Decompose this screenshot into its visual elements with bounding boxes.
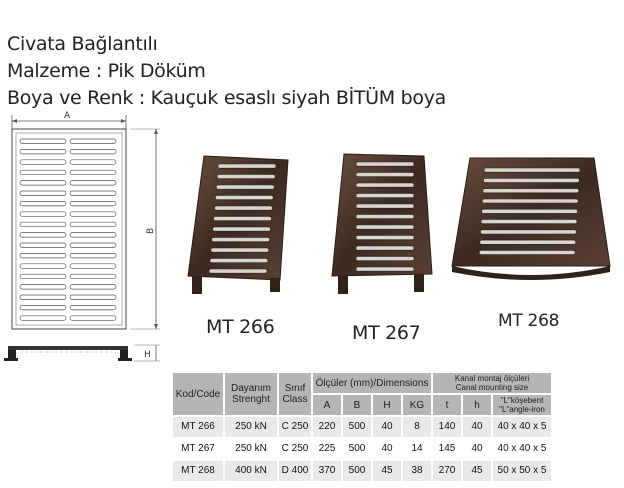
grate-slot [481, 220, 577, 224]
cell-code: MT 267 [181, 443, 215, 454]
dim-b-label: B [146, 227, 156, 234]
grate-slot [356, 236, 414, 240]
header-mounting: Kanal montaj ölçüleri Canal mounting size [433, 373, 551, 393]
technical-drawing [0, 105, 170, 375]
product-label-mt266: MT 266 [206, 316, 275, 338]
grate-slot [356, 257, 414, 261]
dim-a-label: A [64, 111, 71, 121]
spec-paint: Boya ve Renk : Kauçuk esaslı siyah BİTÜM boya [7, 87, 446, 109]
cell-h2: 45 [463, 461, 491, 481]
cell-a: 225 [318, 443, 336, 454]
cell-h: 40 [381, 443, 393, 454]
grate-slot [483, 189, 579, 193]
table-row [173, 439, 551, 459]
spec-material: Malzeme : Pik Döküm [7, 60, 206, 82]
grate-slot [356, 183, 414, 187]
spec-table [171, 371, 553, 483]
grate-slot [213, 227, 271, 231]
header-load: Dayanım Strenght [225, 373, 277, 415]
cell-b: 500 [348, 443, 366, 454]
cell-load: 400 kN [225, 461, 277, 481]
cell-angle: 50 x 50 x 5 [493, 461, 551, 481]
grate-slot [356, 246, 414, 250]
cell-load: 250 kN [235, 443, 267, 454]
cell-angle: 40 x 40 x 5 [497, 443, 547, 454]
table-row [173, 461, 551, 481]
grate-image-mt266 [184, 152, 292, 300]
cell-t: 270 [433, 461, 461, 481]
cell-b: 500 [343, 417, 371, 437]
cell-h: 40 [373, 417, 401, 437]
header-dimensions: Ölçüler (mm)/Dimensions [313, 373, 431, 393]
grate-slot [214, 217, 272, 221]
cell-t: 145 [438, 443, 456, 454]
grate-slot [212, 238, 270, 242]
cell-kg: 38 [403, 461, 431, 481]
header-kg: KG [403, 395, 431, 415]
grate-slot [218, 164, 276, 168]
grate-slot [484, 168, 580, 172]
header-h: H [373, 395, 401, 415]
grate-slot [483, 178, 579, 182]
cell-code: MT 268 [173, 461, 223, 481]
header-class: Sınıf Class [279, 373, 311, 415]
grate-slot [356, 225, 414, 229]
table-row [173, 417, 551, 437]
product-label-mt268: MT 268 [498, 311, 560, 331]
grate-slot [356, 173, 414, 177]
cell-kg: 14 [411, 443, 423, 454]
grate-slot [356, 267, 414, 271]
grate-slot [479, 250, 575, 254]
header-code: Kod/Code [173, 373, 223, 415]
grate-slot [209, 269, 267, 273]
header-a: A [313, 395, 341, 415]
header-h2: h [463, 395, 491, 415]
product-label-mt267: MT 267 [352, 322, 421, 344]
header-t: t [433, 395, 461, 415]
grate-image-mt267 [328, 150, 436, 300]
grate-slot [210, 259, 268, 263]
grate-slot [211, 248, 269, 252]
cell-a: 370 [313, 461, 341, 481]
cell-class: C 250 [281, 443, 309, 454]
cell-h2: 40 [463, 417, 491, 437]
grate-slot [482, 199, 578, 203]
cell-h: 45 [373, 461, 401, 481]
cell-class: D 400 [279, 461, 311, 481]
grate-image-mt268 [448, 154, 612, 286]
grate-slot [216, 185, 274, 189]
grate-slot [356, 204, 414, 208]
spec-connection: Civata Bağlantılı [7, 33, 158, 55]
header-b: B [343, 395, 371, 415]
cell-angle: 40 x 40 x 5 [493, 417, 551, 437]
cell-h2: 40 [471, 443, 483, 454]
grate-slot [214, 206, 272, 210]
cell-a: 220 [313, 417, 341, 437]
grate-slot [480, 230, 576, 234]
grate-slot [356, 194, 414, 198]
dim-h-label: H [144, 350, 151, 360]
cell-t: 140 [433, 417, 461, 437]
cell-b: 500 [343, 461, 371, 481]
grate-slot [482, 209, 578, 213]
grate-slot [215, 196, 273, 200]
grate-slot [356, 162, 414, 166]
cell-load: 250 kN [225, 417, 277, 437]
cell-class: C 250 [279, 417, 311, 437]
grate-slot [480, 240, 576, 244]
header-angle: "L"köşebent "L"angle-iron [493, 395, 551, 415]
cell-kg: 8 [403, 417, 431, 437]
grate-slot [356, 215, 414, 219]
grate-slot [217, 175, 275, 179]
cell-code: MT 266 [173, 417, 223, 437]
